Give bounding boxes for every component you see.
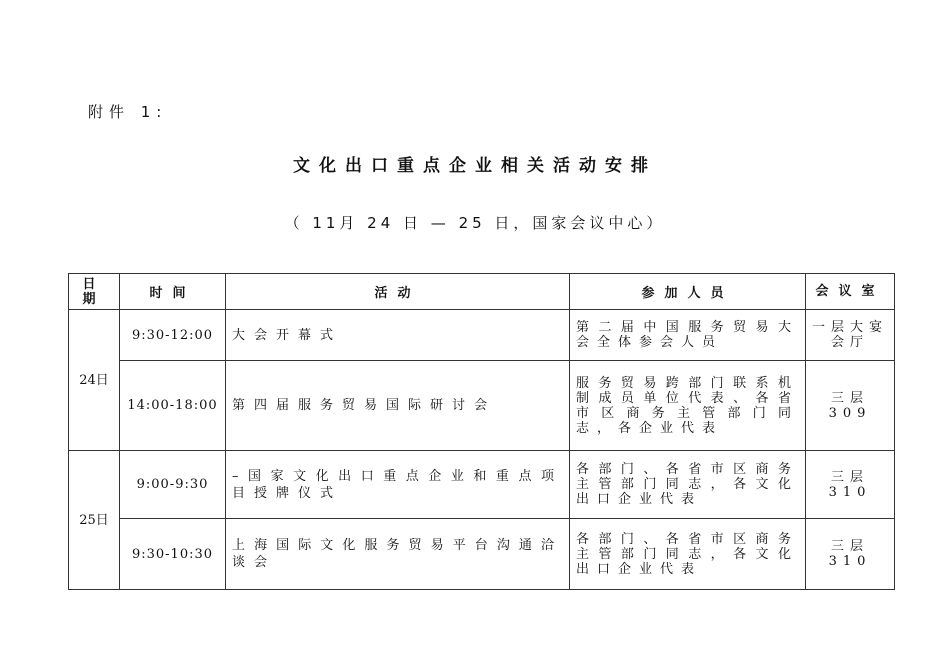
- table-row: [69, 310, 895, 361]
- activity-cell: –国家文化出口重点企业和重点项目授牌仪式: [226, 451, 570, 519]
- document-subtitle: （ 11月 24 日 — 25 日，国家会议中心）: [284, 214, 666, 232]
- time-cell: 9:30-12:00: [120, 310, 226, 361]
- room-cell: 三层 309: [806, 361, 895, 451]
- header-time: 时间: [120, 274, 226, 310]
- table-header-row: [69, 274, 895, 310]
- room-cell: 三层 310: [806, 451, 895, 519]
- participants-cell: 服务贸易跨部门联系机制成员单位代表、各省市区商务主管部门同志，各企业代表: [570, 361, 806, 451]
- header-room: 会议室: [806, 274, 895, 310]
- header-activity: 活动: [226, 274, 570, 310]
- time-cell: 14:00-18:00: [120, 361, 226, 451]
- activity-cell: 上海国际文化服务贸易平台沟通洽谈会: [226, 519, 570, 590]
- document-title: 文化出口重点企业相关活动安排: [293, 156, 657, 176]
- participants-cell: 各部门、各省市区商务主管部门同志，各文化出口企业代表: [570, 451, 806, 519]
- table-row: [69, 451, 895, 519]
- table-row: [69, 519, 895, 590]
- attachment-label: 附件 1:: [88, 103, 168, 121]
- header-participants: 参加人员: [570, 274, 806, 310]
- activity-cell: 大会开幕式: [226, 310, 570, 361]
- time-cell: 9:00-9:30: [120, 451, 226, 519]
- participants-cell: 第二届中国服务贸易大会全体参会人员: [570, 310, 806, 361]
- table-row: [69, 361, 895, 451]
- schedule-table: [68, 273, 895, 590]
- room-cell: 一层大宴会厅: [806, 310, 895, 361]
- room-cell: 三层 310: [806, 519, 895, 590]
- header-date: 日期: [69, 274, 120, 310]
- date-cell: 25日: [69, 451, 120, 590]
- date-cell: 24日: [69, 310, 120, 451]
- participants-cell: 各部门、各省市区商务主管部门同志，各文化出口企业代表: [570, 519, 806, 590]
- time-cell: 9:30-10:30: [120, 519, 226, 590]
- activity-cell: 第四届服务贸易国际研讨会: [226, 361, 570, 451]
